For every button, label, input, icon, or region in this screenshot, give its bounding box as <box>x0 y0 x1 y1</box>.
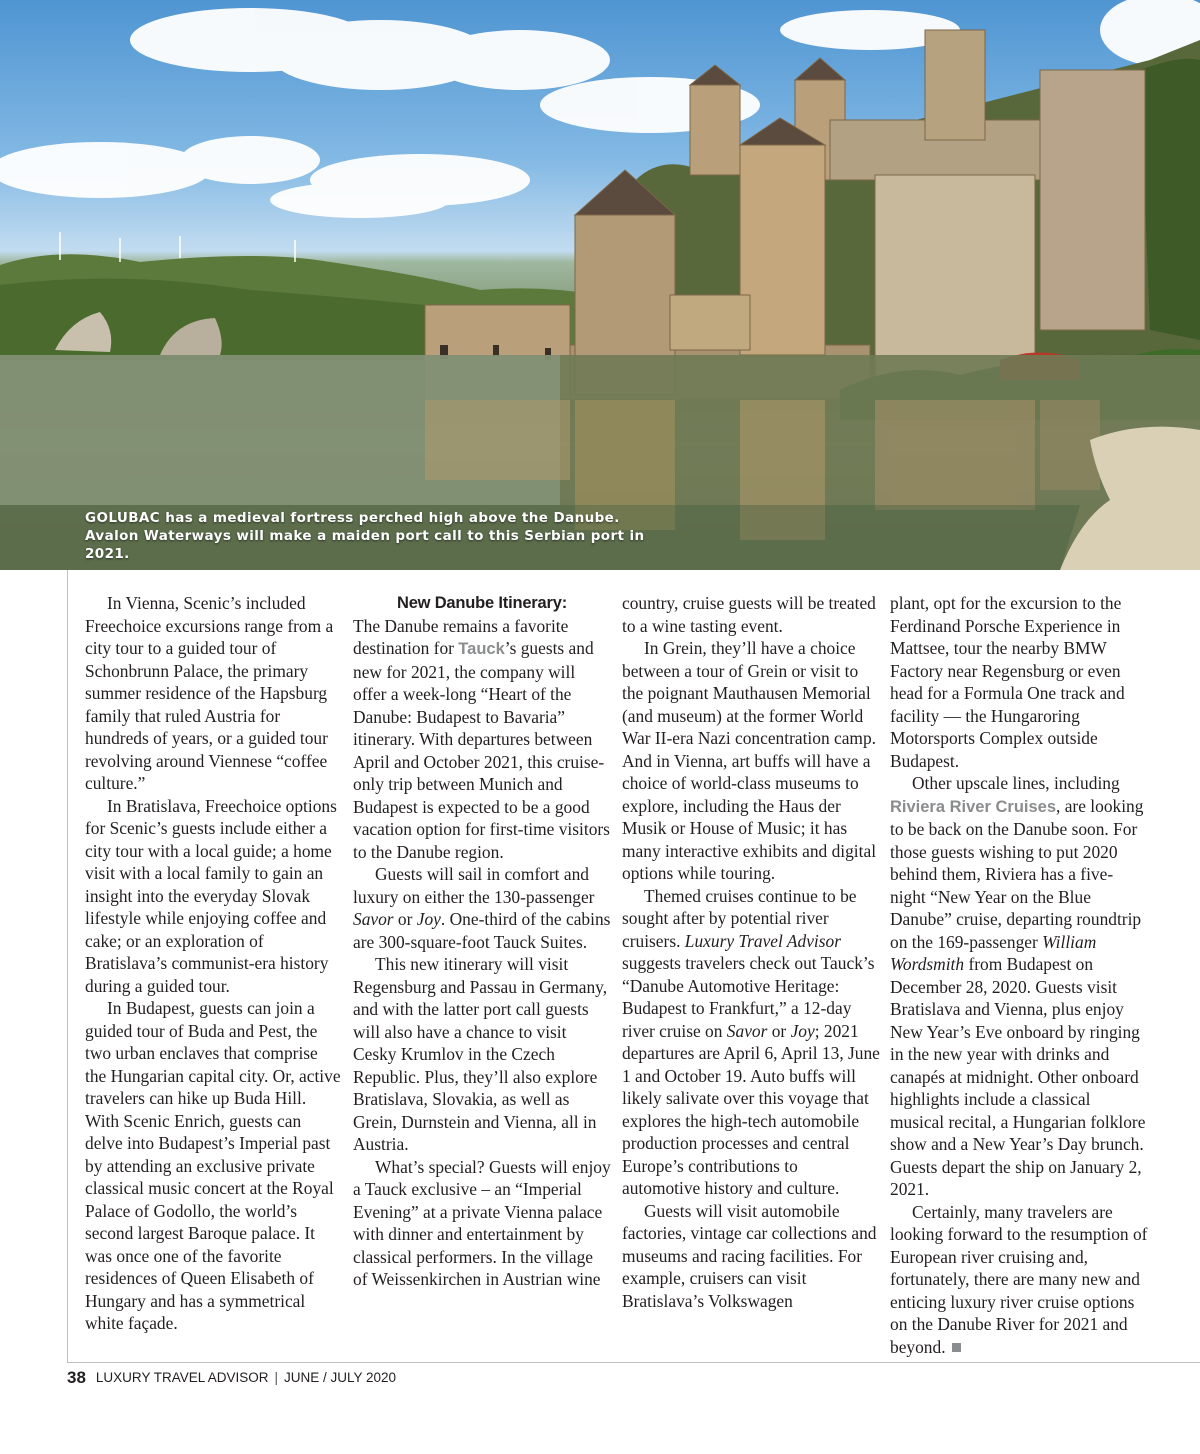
text-run: In Bratislava, Freechoice options for Scenic’s guests include either a city tour with a local guide; a home visit with a local family to gain an insight into the everyday Slovak lifestyle while enjoying coffee and cake; or an exploration of Bratislava’s communist-era history during a guided tour. <box>85 795 337 996</box>
paragraph <box>890 772 1148 1201</box>
text-run: from Budapest on December 28, 2020. Guests visit Bratislava and Vienna, plus enjoy New Year’s Eve onboard by ringing in the new year with drinks and canapés at midnight. Other onboard highlights include a classical musical recital, a Hungarian folklore show and a New Year’s Day brunch. Guests depart the ship on January 2, 2021. <box>890 954 1146 1199</box>
paragraph <box>622 1200 880 1313</box>
text-run: , are looking to be back on the Danube soon. For those guests wishing to put 2020 behind them, Riviera has a five-night “New Year on the Blue Danube” cruise, departing roundtrip on the 169-passenger <box>890 795 1144 952</box>
footer-separator: | <box>274 1370 279 1385</box>
paragraph <box>622 885 880 1200</box>
end-of-article-icon <box>952 1343 961 1352</box>
text-run: The Danube remains a favorite destination for <box>353 615 569 658</box>
text-run: country, cruise guests will be treated to a wine tasting event. <box>622 593 876 636</box>
paragraph <box>622 592 880 637</box>
text-run: Guests will visit automobile factories, vintage car collections and museums and racing facilities. For example, cruisers can visit Bratislava’s Volkswagen <box>622 1200 877 1311</box>
hero-photo <box>0 0 1200 570</box>
page-footer <box>67 1368 396 1388</box>
article-column-1 <box>85 592 343 1335</box>
italic-title: Savor <box>353 909 394 929</box>
text-run: . One-third of the cabins are 300-square-foot Tauck Suites. <box>353 909 611 952</box>
brand-name: Riviera River Cruises <box>890 797 1057 816</box>
paragraph <box>353 863 611 953</box>
fortress-illustration <box>0 0 1200 570</box>
page-number: 38 <box>67 1368 86 1387</box>
brand-name: Tauck <box>458 640 505 658</box>
text-run: What’s special? Guests will enjoy a Tauck exclusive – an “Imperial Evening” at a private Vienna palace with dinner and entertainment by classical performers. In the village of Weissenkirchen in Austrian wine <box>353 1156 611 1289</box>
text-run: Certainly, many travelers are looking forward to the resumption of European river cruising and, fortunately, there are many new and enticing luxury river cruise options on the Danube River for 2021 and beyond. <box>890 1201 1148 1357</box>
text-run: ; 2021 departures are April 6, April 13, June 1 and October 19. Auto buffs will likely salivate over this voyage that explores the high-tech automobile production processes and central Europe’s contributions to automotive history and culture. <box>622 1020 880 1198</box>
article-column-4 <box>890 592 1148 1358</box>
footer-rule <box>67 1362 1200 1363</box>
caption-text: has a medieval fortress perched high above the Danube. Avalon Waterways will make a maiden port call to this Serbian port in 2021. <box>85 510 645 562</box>
italic-title: Joy <box>416 909 441 929</box>
text-run: In Budapest, guests can join a guided tour of Buda and Pest, the two urban enclaves that comprise the Hungarian capital city. Or, active travelers can hike up Buda Hill. With Scenic Enrich, guests can delve into Budapest’s Imperial past by attending an exclusive private classical music concert at the Royal Palace of Godollo, the world’s second largest Baroque palace. It was once one of the favorite residences of Queen Elisabeth of Hungary and has a symmetrical white façade. <box>85 998 341 1333</box>
text-run: In Grein, they’ll have a choice between a tour of Grein or visit to the poignant Mauthausen Memorial (and museum) at the former World War II-era Nazi concentration camp. And in Vienna, art buffs will have a choice of world-class museums to explore, including the Haus der Musik or House of Music; it has many interactive exhibits and digital options while touring. <box>622 638 877 883</box>
text-run: Themed cruises continue to be sought after by potential river cruisers. <box>622 885 857 951</box>
article-column-3 <box>622 592 880 1312</box>
section-subhead: New Danube Itinerary: <box>396 594 567 612</box>
margin-rule <box>67 570 68 1363</box>
publication-name: LUXURY TRAVEL ADVISOR <box>95 1370 269 1385</box>
paragraph <box>622 637 880 885</box>
paragraph <box>85 795 343 998</box>
text-run: Guests will sail in comfort and luxury on either the 130-passenger <box>353 864 595 907</box>
text-run: or <box>767 1020 791 1041</box>
paragraph <box>353 953 611 1156</box>
paragraph <box>353 1156 611 1291</box>
paragraph <box>353 615 611 864</box>
text-run: This new itinerary will visit Regensburg and Passau in Germany, and with the latter port call guests will also have a chance to visit Cesky Krumlov in the Czech Republic. Plus, they’ll also explore Bratislava, Slovakia, as well as Grein, Durnstein and Vienna, all in Austria. <box>353 954 608 1154</box>
italic-title: Luxury Travel Advisor <box>684 930 841 951</box>
article-column-2 <box>353 592 611 1291</box>
text-run: plant, opt for the excursion to the Ferdinand Porsche Experience in Mattsee, tour the nearby BMW Factory near Regensburg or even head for a Formula One track and facility — the Hungaroring Motorsports Complex outside Budapest. <box>890 593 1125 771</box>
text-run: or <box>393 909 417 929</box>
paragraph <box>85 592 343 795</box>
photo-caption <box>85 509 645 563</box>
caption-keyword: GOLUBAC <box>85 510 161 526</box>
italic-title: William Wordsmith <box>890 931 1097 974</box>
issue-date: JUNE / JULY 2020 <box>284 1370 397 1385</box>
paragraph <box>85 997 343 1335</box>
paragraph <box>890 1201 1148 1359</box>
paragraph <box>890 592 1148 772</box>
italic-title: Joy <box>790 1020 815 1041</box>
text-run: ’s guests and new for 2021, the company will offer a week-long “Heart of the Danube: Budapest to Bavaria” itinerary. With departures between April and October 2021, this cruise-only trip between Munich and Budapest is expected to be a good vacation option for first-time visitors to the Danube region. <box>353 638 610 862</box>
text-run: suggests travelers check out Tauck’s “Danube Automotive Heritage: Budapest to Frankfurt,” a 12-day river cruise on <box>622 953 875 1041</box>
text-run: Other upscale lines, including <box>912 773 1120 793</box>
italic-title: Savor <box>726 1020 768 1041</box>
text-run: In Vienna, Scenic’s included Freechoice excursions range from a city tour to a guided tour of Schonbrunn Palace, the primary summer residence of the Hapsburg family that ruled Austria for hundreds of years, or a guided tour revolving around Viennese “coffee culture.” <box>85 593 334 793</box>
